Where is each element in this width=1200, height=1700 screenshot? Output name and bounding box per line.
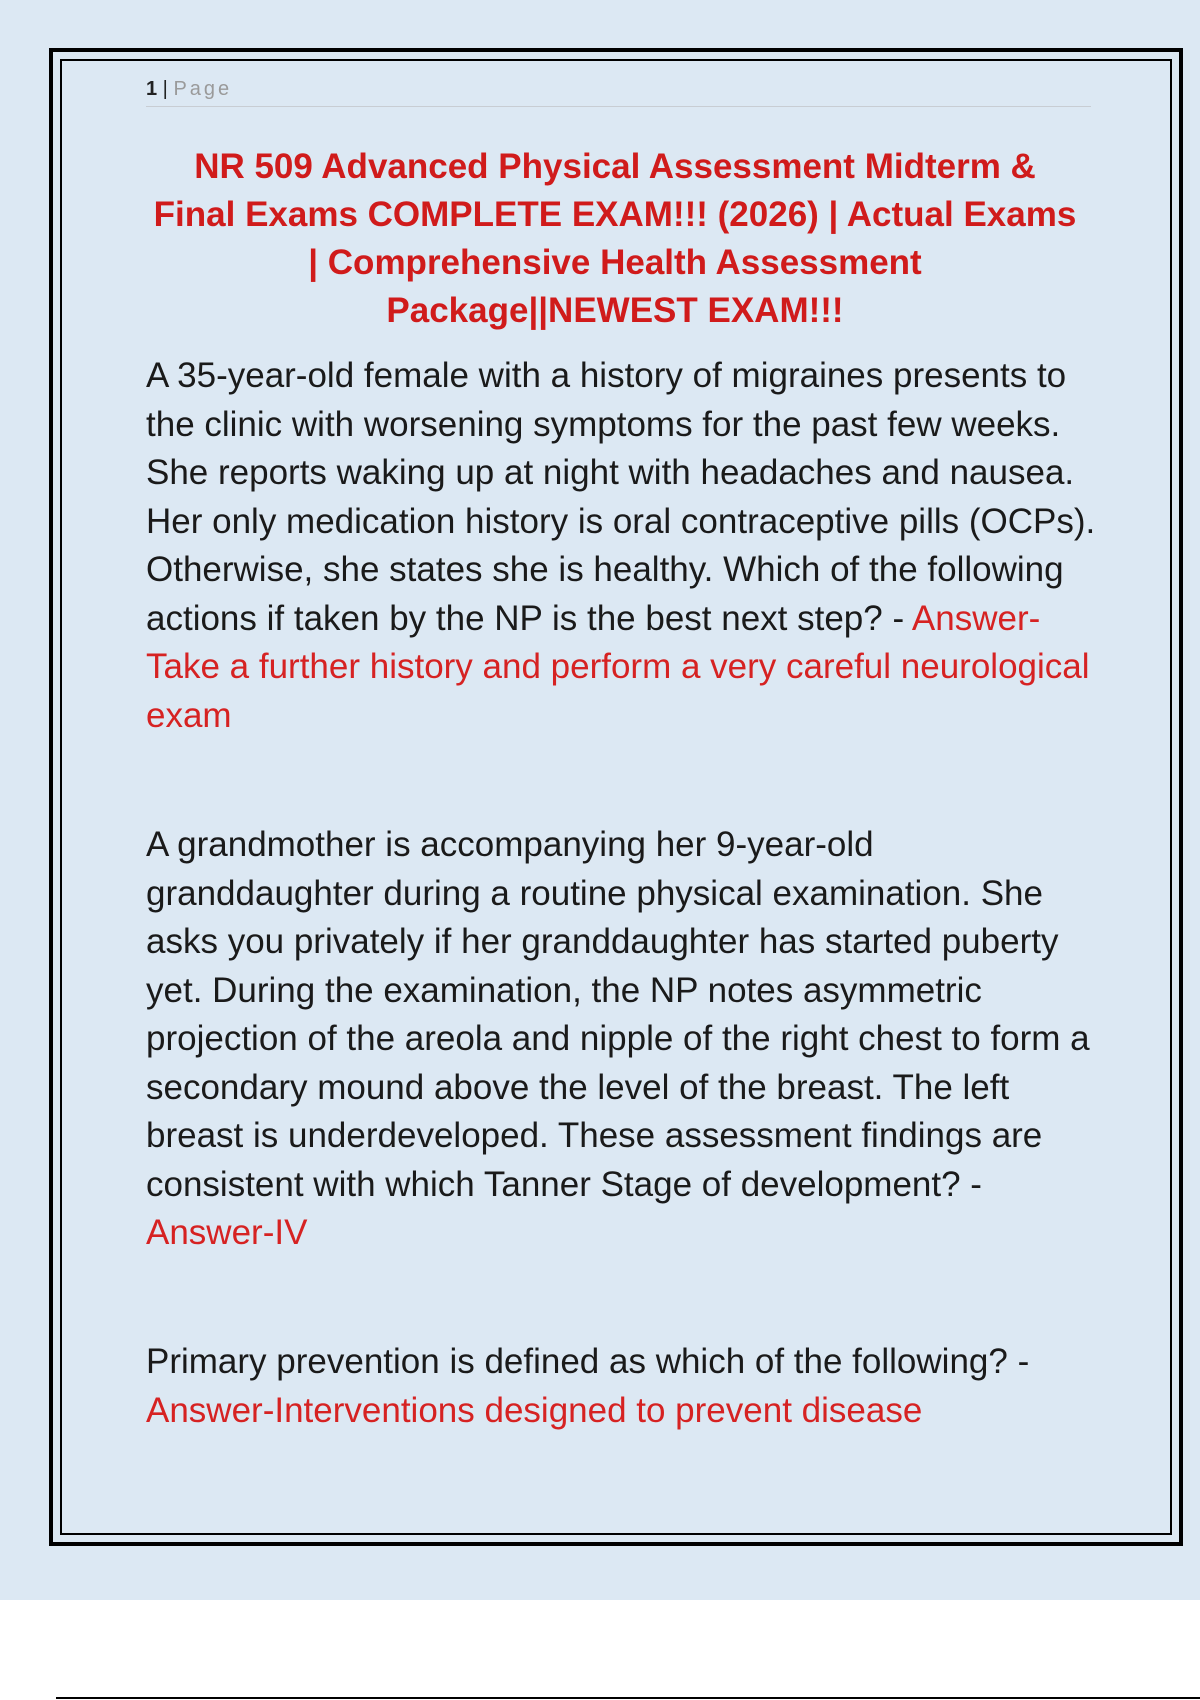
page-word: Page [173,78,233,100]
document-title: NR 509 Advanced Physical Assessment Midterm & Final Exams COMPLETE EXAM!!! (2026) | Actual Exams | Comprehensive Health Assessment Package||NEWEST EXAM!!! [153,147,1077,330]
question-text: Primary prevention is defined as which of the following? - [146,1342,1030,1381]
page-separator: | [157,78,174,100]
question-block [146,352,1096,740]
answer-text: Answer-Take a further history and perform a very careful neurological exam [146,598,1090,735]
question-text: A 35-year-old female with a history of migraines presents to the clinic with worsening symptoms for the past few weeks. She reports waking up at night with headaches and nausea. Her only medication history is oral contraceptive pills (OCPs). Otherwise, she states she is healthy. Which of the following actions if taken by the NP is the best next step? - [146,356,1096,638]
next-page-top-rule [56,1697,1200,1699]
answer-text: Answer-IV [146,1213,308,1252]
page-header [146,74,1091,107]
question-text: A grandmother is accompanying her 9-year-old granddaughter during a routine physical examination. She asks you privately if her granddaughter has started puberty yet. During the examination, the NP notes asymmetric projection of the areola and nipple of the right chest to form a secondary mound above the level of the breast. The left breast is underdeveloped. These assessment findings are consistent with which Tanner Stage of development? - [146,825,1090,1204]
answer-text: Answer-Interventions designed to prevent disease [146,1390,923,1430]
question-block [146,821,1096,1258]
question-block [146,1338,1096,1435]
page-number: 1 [146,78,158,100]
